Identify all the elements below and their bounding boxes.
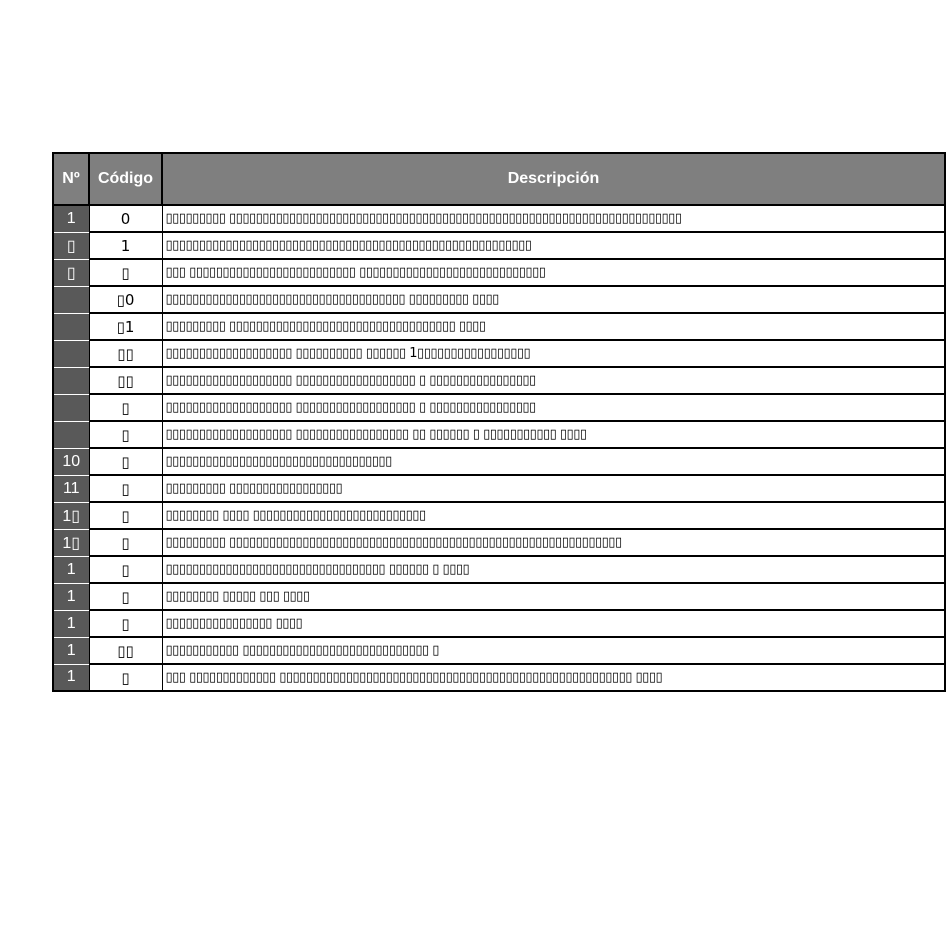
table-row xyxy=(53,313,945,340)
row-number-cell xyxy=(53,421,89,448)
row-code-cell: ▯ xyxy=(89,529,162,556)
row-description-cell: ▯▯▯▯▯▯▯▯▯▯▯▯▯▯▯▯▯▯▯▯▯▯▯▯▯▯▯▯▯▯▯▯▯▯ xyxy=(162,448,945,475)
row-number-cell xyxy=(53,340,89,367)
row-number-cell: 1▯ xyxy=(53,529,89,556)
table-row xyxy=(53,421,945,448)
row-description-cell: ▯▯▯▯▯▯▯▯▯ ▯▯▯▯▯▯▯▯▯▯▯▯▯▯▯▯▯▯▯▯▯▯▯▯▯▯▯▯▯▯▯▯▯▯ ▯▯▯▯ xyxy=(162,313,945,340)
row-description-cell: ▯▯▯▯▯▯▯▯▯▯▯▯▯▯▯▯▯▯▯ ▯▯▯▯▯▯▯▯▯▯▯▯▯▯▯▯▯ ▯▯ ▯▯▯▯▯▯ ▯ ▯▯▯▯▯▯▯▯▯▯▯ ▯▯▯▯ xyxy=(162,421,945,448)
table-header-row xyxy=(53,153,945,205)
row-code-cell: 0 xyxy=(89,205,162,232)
row-code-cell: ▯ xyxy=(89,502,162,529)
row-description-cell: ▯▯▯▯▯▯▯▯▯ ▯▯▯▯▯▯▯▯▯▯▯▯▯▯▯▯▯ xyxy=(162,475,945,502)
row-description-cell: ▯▯▯ ▯▯▯▯▯▯▯▯▯▯▯▯▯▯▯▯▯▯▯▯▯▯▯▯▯ ▯▯▯▯▯▯▯▯▯▯▯▯▯▯▯▯▯▯▯▯▯▯▯▯▯▯▯▯ xyxy=(162,259,945,286)
row-number-cell xyxy=(53,394,89,421)
row-description-cell: ▯▯▯▯▯▯▯▯▯▯▯▯▯▯▯▯▯▯▯ ▯▯▯▯▯▯▯▯▯▯▯▯▯▯▯▯▯▯ ▯ ▯▯▯▯▯▯▯▯▯▯▯▯▯▯▯▯ xyxy=(162,394,945,421)
row-description-cell: ▯▯▯▯▯▯▯▯▯▯▯▯▯▯▯▯▯▯▯▯▯▯▯▯▯▯▯▯▯▯▯▯▯ ▯▯▯▯▯▯ ▯ ▯▯▯▯ xyxy=(162,556,945,583)
row-number-cell: 1 xyxy=(53,637,89,664)
row-code-cell: ▯ xyxy=(89,421,162,448)
row-code-cell: ▯ xyxy=(89,664,162,691)
row-number-cell: 1 xyxy=(53,556,89,583)
table-row xyxy=(53,556,945,583)
row-description-cell: ▯▯▯▯▯▯▯▯▯▯▯▯▯▯▯▯▯▯▯▯▯▯▯▯▯▯▯▯▯▯▯▯▯▯▯▯▯▯▯▯▯▯▯▯▯▯▯▯▯▯▯▯▯▯▯ xyxy=(162,232,945,259)
row-code-cell: ▯▯ xyxy=(89,367,162,394)
table-row xyxy=(53,286,945,313)
row-number-cell xyxy=(53,367,89,394)
row-code-cell: ▯ xyxy=(89,394,162,421)
table-row xyxy=(53,394,945,421)
table-row xyxy=(53,475,945,502)
table-row xyxy=(53,583,945,610)
row-description-cell: ▯▯▯ ▯▯▯▯▯▯▯▯▯▯▯▯▯ ▯▯▯▯▯▯▯▯▯▯▯▯▯▯▯▯▯▯▯▯▯▯▯▯▯▯▯▯▯▯▯▯▯▯▯▯▯▯▯▯▯▯▯▯▯▯▯▯▯▯▯▯▯ ▯▯▯▯ xyxy=(162,664,945,691)
row-code-cell: ▯▯ xyxy=(89,637,162,664)
code-table xyxy=(52,152,946,692)
row-number-cell: 1▯ xyxy=(53,502,89,529)
header-description: Descripción xyxy=(162,153,945,205)
table-row xyxy=(53,610,945,637)
table-row xyxy=(53,232,945,259)
row-number-cell xyxy=(53,286,89,313)
row-number-cell: 1 xyxy=(53,205,89,232)
table-row xyxy=(53,367,945,394)
row-code-cell: ▯0 xyxy=(89,286,162,313)
table-row xyxy=(53,205,945,232)
header-num: Nº xyxy=(53,153,89,205)
table-row xyxy=(53,448,945,475)
row-code-cell: 1 xyxy=(89,232,162,259)
row-number-cell: 11 xyxy=(53,475,89,502)
row-code-cell: ▯▯ xyxy=(89,340,162,367)
row-description-cell: ▯▯▯▯▯▯▯▯▯ ▯▯▯▯▯▯▯▯▯▯▯▯▯▯▯▯▯▯▯▯▯▯▯▯▯▯▯▯▯▯▯▯▯▯▯▯▯▯▯▯▯▯▯▯▯▯▯▯▯▯▯▯▯▯▯▯▯▯▯▯▯▯▯▯▯▯▯▯ xyxy=(162,205,945,232)
row-number-cell: 1 xyxy=(53,664,89,691)
table-row xyxy=(53,529,945,556)
table-row xyxy=(53,340,945,367)
row-code-cell: ▯ xyxy=(89,556,162,583)
table-row xyxy=(53,502,945,529)
row-description-cell: ▯▯▯▯▯▯▯▯▯▯▯ ▯▯▯▯▯▯▯▯▯▯▯▯▯▯▯▯▯▯▯▯▯▯▯▯▯▯▯▯ ▯ xyxy=(162,637,945,664)
row-code-cell: ▯1 xyxy=(89,313,162,340)
header-code: Código xyxy=(89,153,162,205)
row-description-cell: ▯▯▯▯▯▯▯▯ ▯▯▯▯ ▯▯▯▯▯▯▯▯▯▯▯▯▯▯▯▯▯▯▯▯▯▯▯▯▯▯ xyxy=(162,502,945,529)
row-description-cell: ▯▯▯▯▯▯▯▯ ▯▯▯▯▯ ▯▯▯ ▯▯▯▯ xyxy=(162,583,945,610)
table-row xyxy=(53,259,945,286)
row-number-cell: 1 xyxy=(53,610,89,637)
table-row xyxy=(53,637,945,664)
row-code-cell: ▯ xyxy=(89,475,162,502)
row-number-cell xyxy=(53,313,89,340)
row-number-cell: 1 xyxy=(53,583,89,610)
row-code-cell: ▯ xyxy=(89,448,162,475)
row-code-cell: ▯ xyxy=(89,610,162,637)
row-code-cell: ▯ xyxy=(89,583,162,610)
code-table-container xyxy=(52,152,946,692)
row-description-cell: ▯▯▯▯▯▯▯▯▯▯▯▯▯▯▯▯▯▯▯▯▯▯▯▯▯▯▯▯▯▯▯▯▯▯▯▯ ▯▯▯▯▯▯▯▯▯ ▯▯▯▯ xyxy=(162,286,945,313)
table-row xyxy=(53,664,945,691)
row-number-cell: ▯ xyxy=(53,232,89,259)
row-number-cell: 10 xyxy=(53,448,89,475)
row-code-cell: ▯ xyxy=(89,259,162,286)
row-description-cell: ▯▯▯▯▯▯▯▯▯▯▯▯▯▯▯▯▯▯▯ ▯▯▯▯▯▯▯▯▯▯▯▯▯▯▯▯▯▯ ▯ ▯▯▯▯▯▯▯▯▯▯▯▯▯▯▯▯ xyxy=(162,367,945,394)
row-description-cell: ▯▯▯▯▯▯▯▯▯▯▯▯▯▯▯▯ ▯▯▯▯ xyxy=(162,610,945,637)
row-number-cell: ▯ xyxy=(53,259,89,286)
table-body xyxy=(53,205,945,691)
row-description-cell: ▯▯▯▯▯▯▯▯▯ ▯▯▯▯▯▯▯▯▯▯▯▯▯▯▯▯▯▯▯▯▯▯▯▯▯▯▯▯▯▯▯▯▯▯▯▯▯▯▯▯▯▯▯▯▯▯▯▯▯▯▯▯▯▯▯▯▯▯▯ xyxy=(162,529,945,556)
row-description-cell: ▯▯▯▯▯▯▯▯▯▯▯▯▯▯▯▯▯▯▯ ▯▯▯▯▯▯▯▯▯▯ ▯▯▯▯▯▯ 1▯▯▯▯▯▯▯▯▯▯▯▯▯▯▯▯▯ xyxy=(162,340,945,367)
